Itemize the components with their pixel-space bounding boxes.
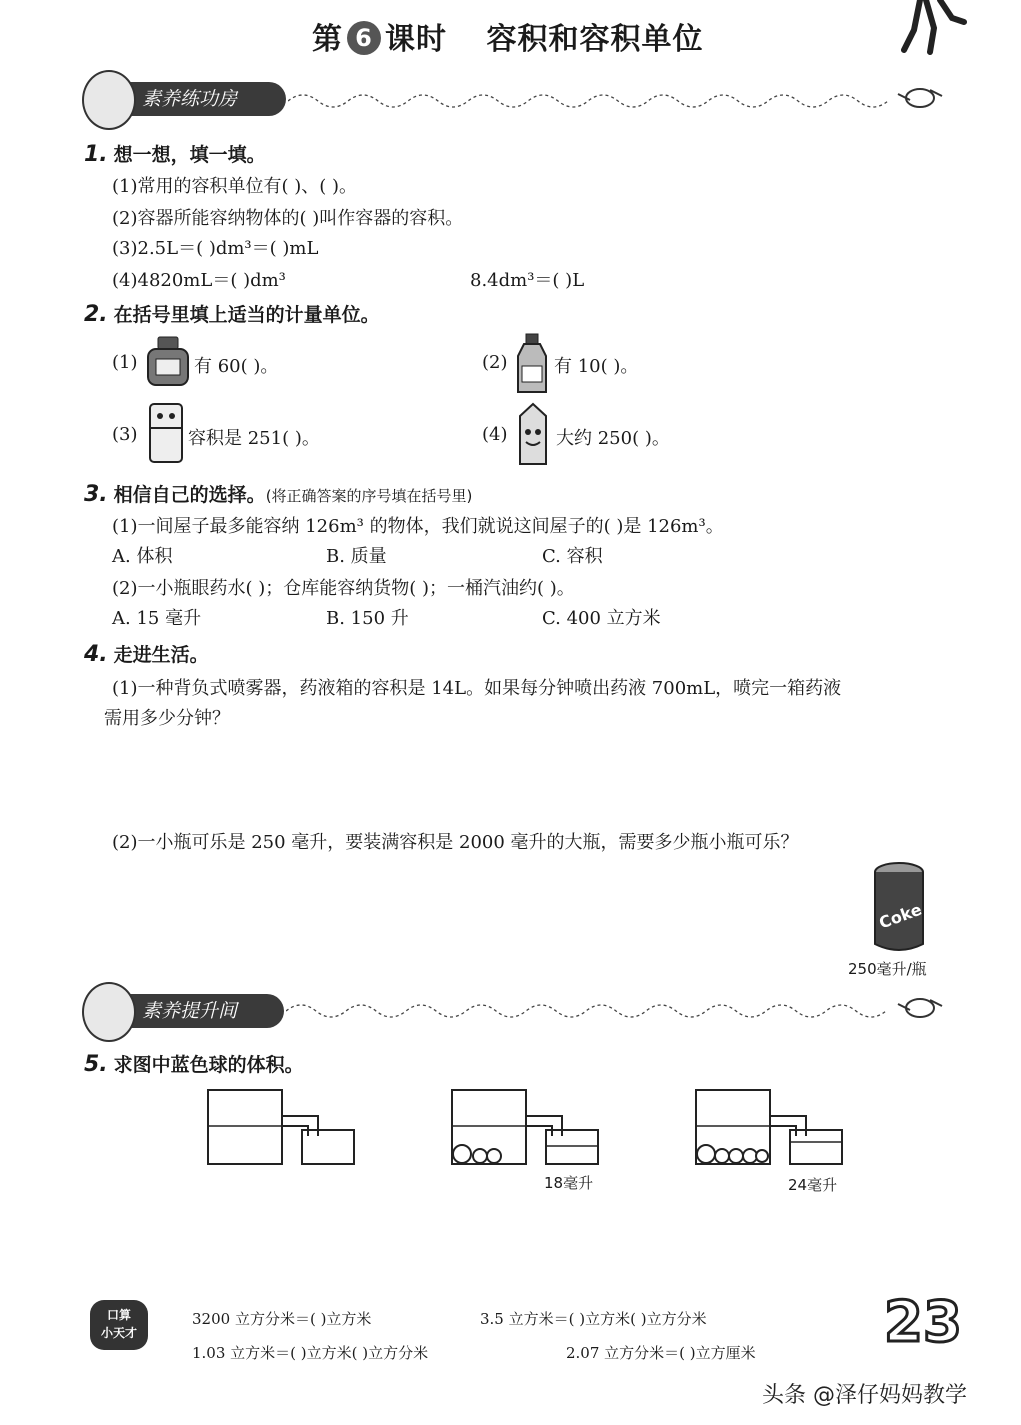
q2-item-3-prefix: (3) [112,424,138,445]
student-avatar-icon [82,70,136,130]
oral-calc-badge [90,1300,148,1350]
lesson-suffix: 课时 [385,22,447,57]
page-title [312,14,703,58]
ball [487,1149,501,1163]
ball [473,1149,487,1163]
diagram-3-caption: 24毫升 [788,1176,838,1194]
q2-item-2-prefix: (2) [482,352,508,373]
question-1-heading [84,140,266,167]
question-number: 3. [84,482,108,507]
student-avatar-icon [82,982,136,1042]
section-banner-advance [90,994,284,1028]
can-caption: 250毫升/瓶 [848,960,927,978]
bottle-icon [514,332,550,394]
q2-item-4-prefix: (4) [482,424,508,445]
question-text: 求图中蓝色球的体积。 [113,1054,304,1076]
page-number: 23 [884,1290,962,1355]
q3-option-1b: B. 质量 [326,546,387,567]
section-banner-practice [90,82,286,116]
diagram-2-caption: 18毫升 [544,1174,594,1192]
running-figure-icon [900,0,970,55]
wavy-divider [286,996,946,1026]
cola-can-icon [866,860,932,956]
overflow-diagram-1 [206,1086,356,1166]
question-3-heading [84,480,472,507]
section-label: 素养练功房 [142,88,238,110]
question-number: 1. [84,142,108,167]
question-note: (将正确答案的序号填在括号里) [265,487,473,505]
q3-option-2c: C. 400 立方米 [542,608,661,629]
badge-line-2: 小天才 [100,1326,137,1340]
q2-item-2-text: 有 10( )。 [554,356,639,377]
q1-line-2: (2)容器所能容纳物体的( )叫作容器的容积。 [112,208,464,229]
q3-option-1c: C. 容积 [542,546,603,567]
q3-line-2: (2)一小瓶眼药水( )；仓库能容纳货物( )；一桶汽油约( )。 [112,578,575,599]
overflow-diagram-2 [450,1086,600,1166]
oral-row-2a: 1.03 立方米＝( )立方米( )立方分米 [192,1344,429,1362]
q3-option-1a: A. 体积 [112,546,173,567]
ball [715,1149,729,1163]
question-number: 2. [84,302,108,327]
q1-line-4b: 8.4dm³＝( )L [470,270,585,291]
q4-line-2: (2)一小瓶可乐是 250 毫升，要装满容积是 2000 毫升的大瓶，需要多少瓶小瓶可乐？ [112,832,799,853]
q3-option-2a: A. 15 毫升 [112,608,202,629]
oral-row-2b: 2.07 立方分米＝( )立方厘米 [566,1344,756,1362]
q2-item-1-text: 有 60( )。 [194,356,279,377]
wavy-divider [288,86,948,116]
overflow-diagram-3 [694,1086,844,1166]
q1-line-1: (1)常用的容积单位有( )、( )。 [112,176,358,197]
lesson-title: 容积和容积单位 [486,22,704,57]
q1-line-3: (3)2.5L＝( )dm³＝( )mL [112,238,319,259]
question-text: 想一想，填一填。 [113,144,266,166]
q2-item-4-text: 大约 250( )。 [556,428,670,449]
ball [729,1149,743,1163]
lesson-prefix: 第 [312,22,343,57]
q2-item-1-prefix: (1) [112,352,138,373]
question-text: 相信自己的选择。 [113,484,266,506]
watermark: 头条 @泽仔妈妈教学 [762,1383,967,1408]
q4-line-1a: (1)一种背负式喷雾器，药液箱的容积是 14L。如果每分钟喷出药液 700mL，喷完一箱药液 [112,678,842,699]
milk-carton-icon [514,402,552,466]
ball [756,1150,768,1162]
section-label: 素养提升间 [142,1000,238,1022]
question-text: 走进生活。 [113,644,209,666]
ball [697,1145,715,1163]
question-number: 5. [84,1052,108,1077]
ball [453,1145,471,1163]
refrigerator-icon [146,402,186,464]
q1-line-4a: (4)4820mL＝( )dm³ [112,270,286,291]
oral-row-1a: 3200 立方分米＝( )立方米 [192,1310,372,1328]
q2-item-3-text: 容积是 251( )。 [188,428,320,449]
question-5-heading [84,1050,304,1077]
q3-option-2b: B. 150 升 [326,608,409,629]
ball [743,1149,757,1163]
question-2-heading [84,300,380,327]
ink-bottle-icon [144,335,192,387]
badge-line-1: 口算 [106,1308,131,1322]
oral-row-1b: 3.5 立方米＝( )立方米( )立方分米 [480,1310,707,1328]
question-number: 4. [84,642,108,667]
question-text: 在括号里填上适当的计量单位。 [113,304,380,326]
q4-line-1b: 需用多少分钟？ [104,708,230,729]
can-label: Coke [876,899,925,933]
question-4-heading [84,640,209,667]
lesson-number: 6 [347,21,381,55]
q3-line-1: (1)一间屋子最多能容纳 126m³ 的物体，我们就说这间屋子的( )是 126m³。 [112,516,724,537]
